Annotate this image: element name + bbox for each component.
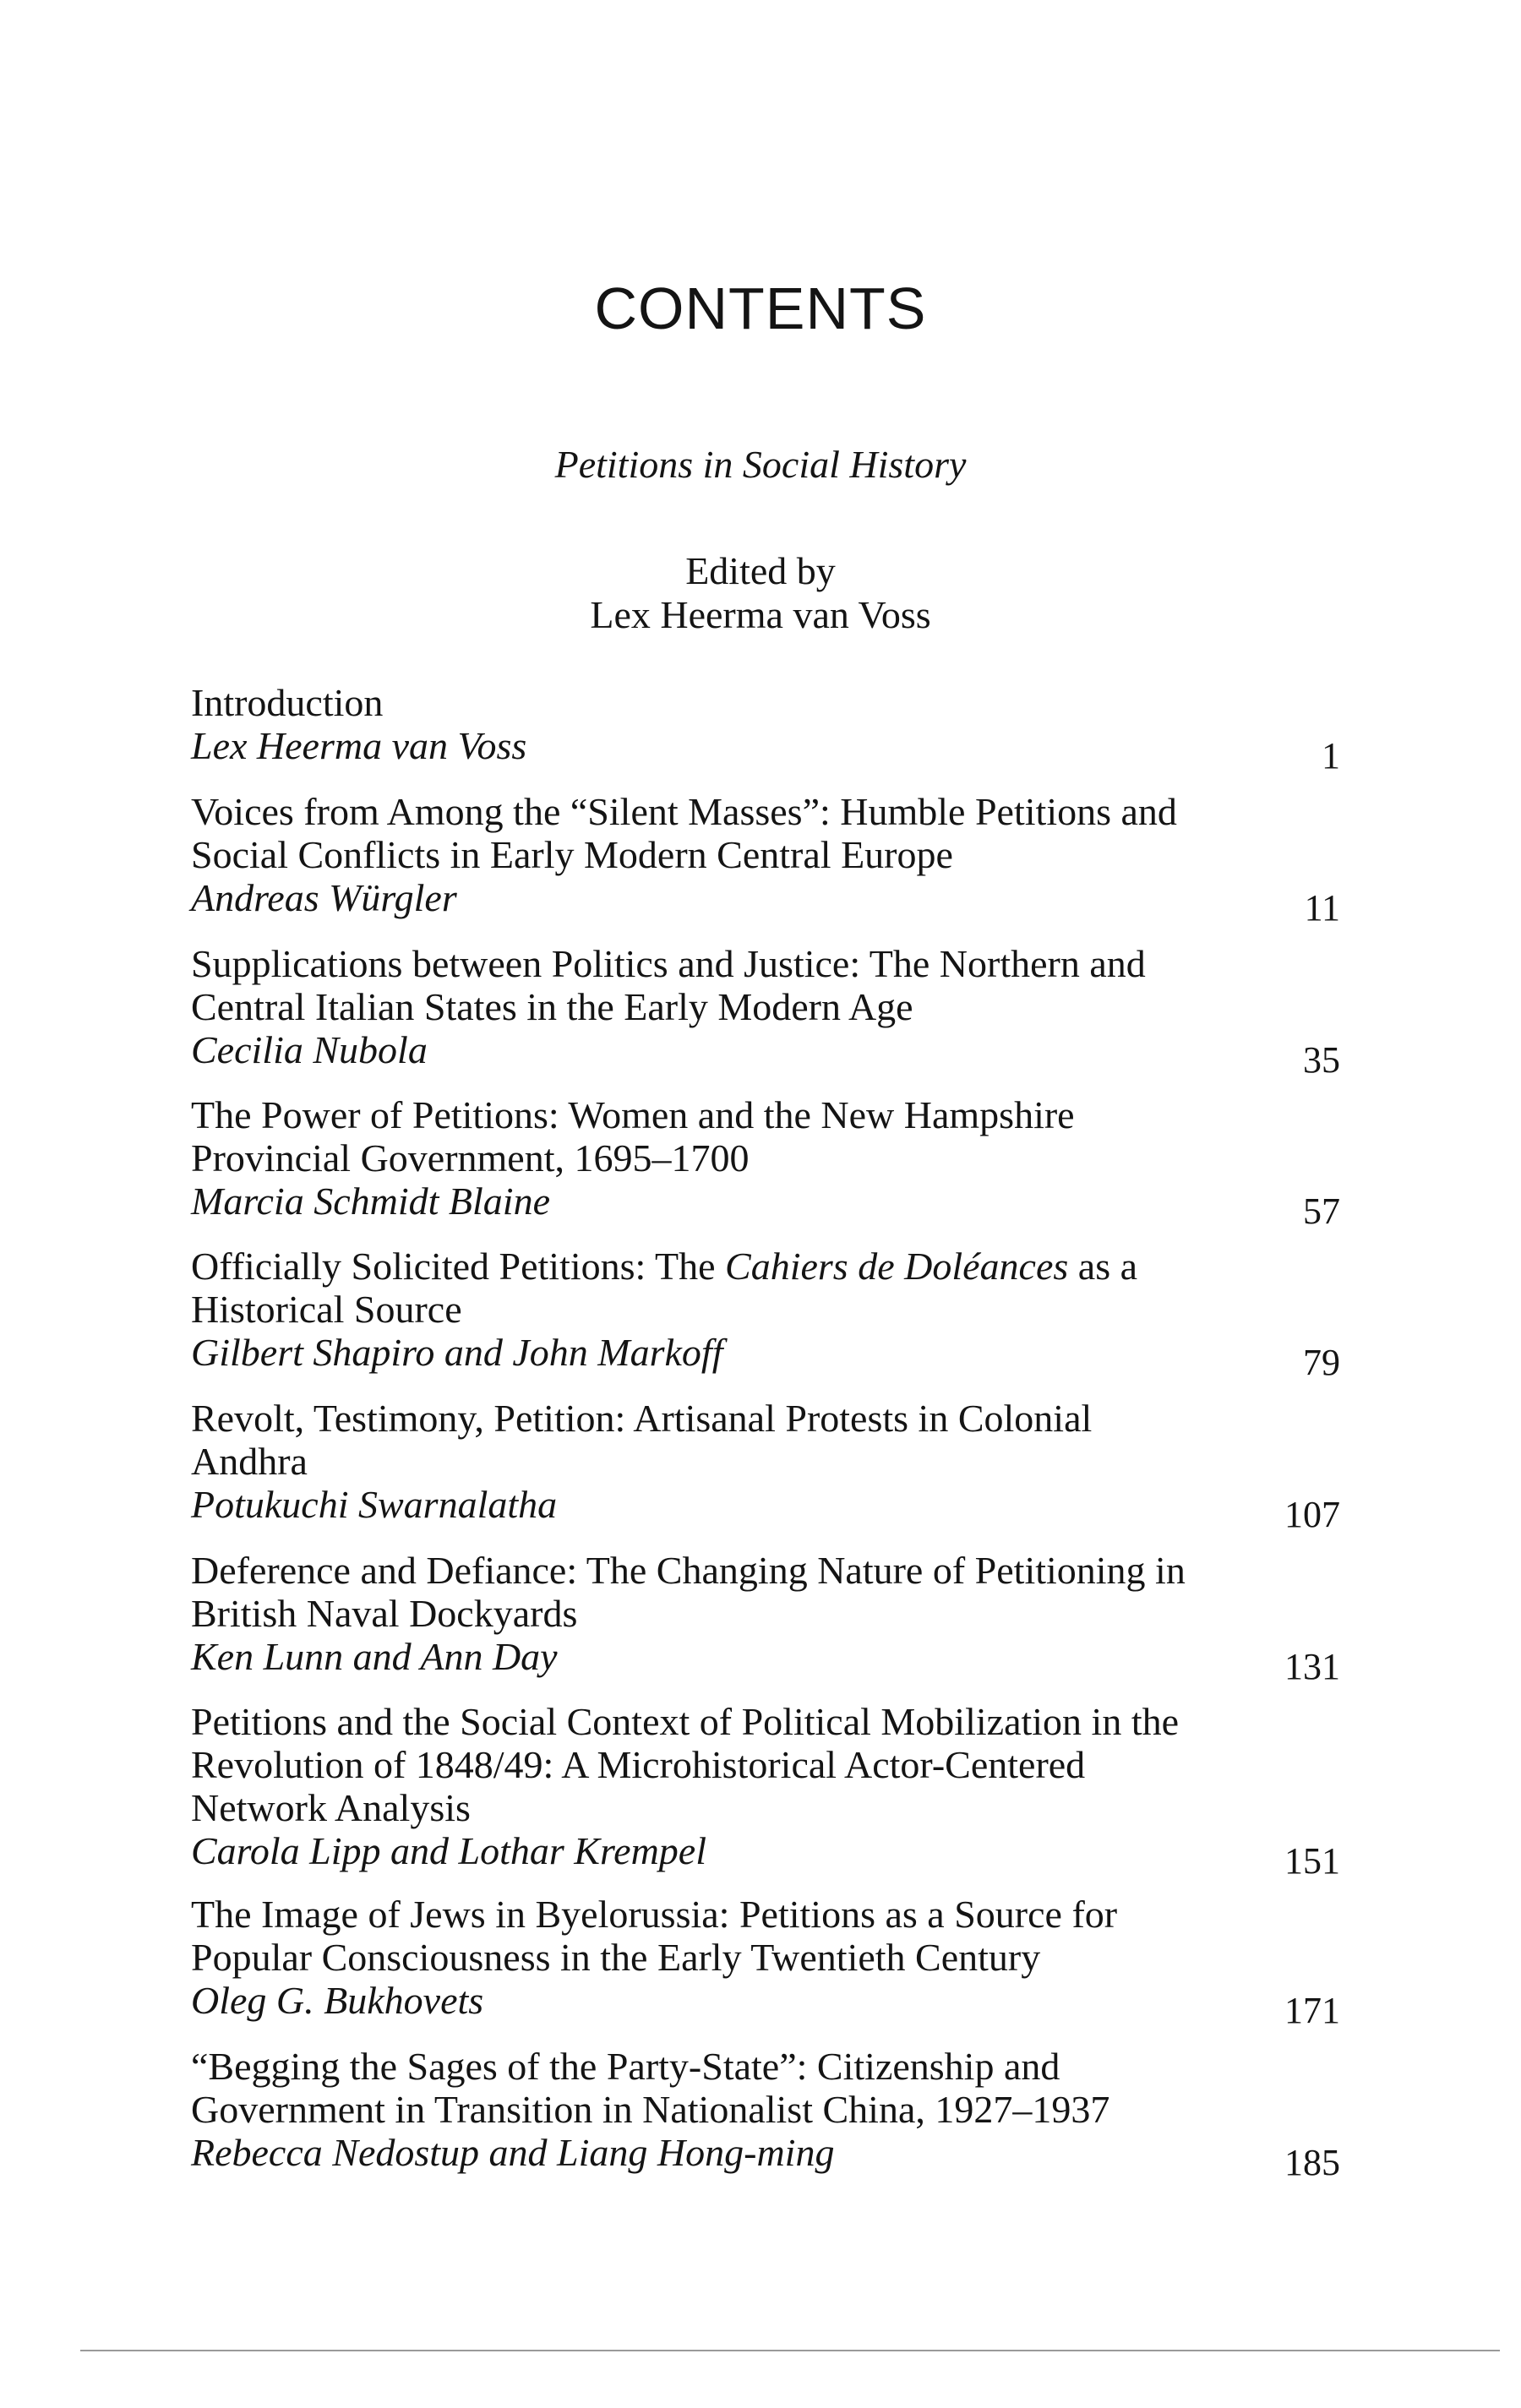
toc-entry	[191, 942, 1340, 1081]
entry-author: Ken Lunn and Ann Day	[191, 1635, 558, 1678]
entry-page-number: 151	[1284, 1840, 1340, 1882]
entry-page-number: 107	[1284, 1494, 1340, 1535]
toc-entry	[191, 1893, 1340, 2031]
entry-author: Carola Lipp and Lothar Krempel	[191, 1829, 706, 1872]
entry-author: Rebecca Nedostup and Liang Hong-ming	[191, 2131, 835, 2174]
entry-author: Cecilia Nubola	[191, 1028, 428, 1071]
toc-entry	[191, 681, 1340, 776]
toc-entry	[191, 790, 1340, 929]
entry-title: Revolt, Testimony, Petition: Artisanal Protests in Colonial Andhra	[191, 1397, 1093, 1483]
edited-by-label: Edited by	[685, 549, 836, 592]
entry-author: Oleg G. Bukhovets	[191, 1979, 484, 2022]
entry-page-number: 57	[1303, 1190, 1340, 1232]
entry-title: Supplications between Politics and Justice: The Northern and Central Italian States in the Early Modern Age	[191, 942, 1146, 1028]
entry-author: Gilbert Shapiro and John Markoff	[191, 1331, 723, 1374]
entry-author: Andreas Würgler	[191, 876, 457, 919]
entry-author: Lex Heerma van Voss	[191, 724, 527, 767]
entry-page-number: 171	[1284, 1990, 1340, 2031]
entry-title: Introduction	[191, 681, 384, 724]
entry-title: “Begging the Sages of the Party-State”: Citizenship and Government in Transition in Nationalist China, 1927–1937	[191, 2045, 1110, 2131]
entry-page-number: 79	[1303, 1342, 1340, 1383]
entry-title: Officially Solicited Petitions: The Cahiers de Doléances as a Historical Source	[191, 1245, 1138, 1331]
toc-entry	[191, 1549, 1340, 1687]
editor-name: Lex Heerma van Voss	[590, 593, 931, 636]
toc-entry	[191, 1245, 1340, 1383]
entry-author: Potukuchi Swarnalatha	[191, 1483, 558, 1526]
entry-page-number: 131	[1284, 1646, 1340, 1687]
entry-page-number: 185	[1284, 2142, 1340, 2183]
entry-title: The Image of Jews in Byelorussia: Petitions as a Source for Popular Consciousness in the Early Twentieth Century	[191, 1893, 1118, 1979]
entry-author: Marcia Schmidt Blaine	[191, 1179, 550, 1223]
toc-entry	[191, 2045, 1340, 2183]
entry-page-number: 35	[1303, 1039, 1340, 1081]
footer-rule	[80, 2350, 1500, 2351]
entry-page-number: 1	[1322, 735, 1340, 776]
entry-page-number: 11	[1304, 887, 1340, 929]
volume-title: Petitions in Social History	[554, 443, 967, 486]
toc-entry	[191, 1397, 1340, 1535]
entry-title: Deference and Defiance: The Changing Nature of Petitioning in British Naval Dockyards	[191, 1549, 1186, 1635]
page-title: CONTENTS	[594, 275, 927, 341]
entry-title: Voices from Among the “Silent Masses”: Humble Petitions and Social Conflicts in Early Modern Central Europe	[191, 790, 1177, 876]
toc-entry	[191, 1093, 1340, 1232]
entry-title: The Power of Petitions: Women and the New Hampshire Provincial Government, 1695–1700	[191, 1093, 1075, 1179]
entry-title: Petitions and the Social Context of Political Mobilization in the Revolution of 1848/49: A Microhistorical Actor-Centered Network Analysis	[191, 1700, 1180, 1829]
toc-entry	[191, 1700, 1340, 1882]
